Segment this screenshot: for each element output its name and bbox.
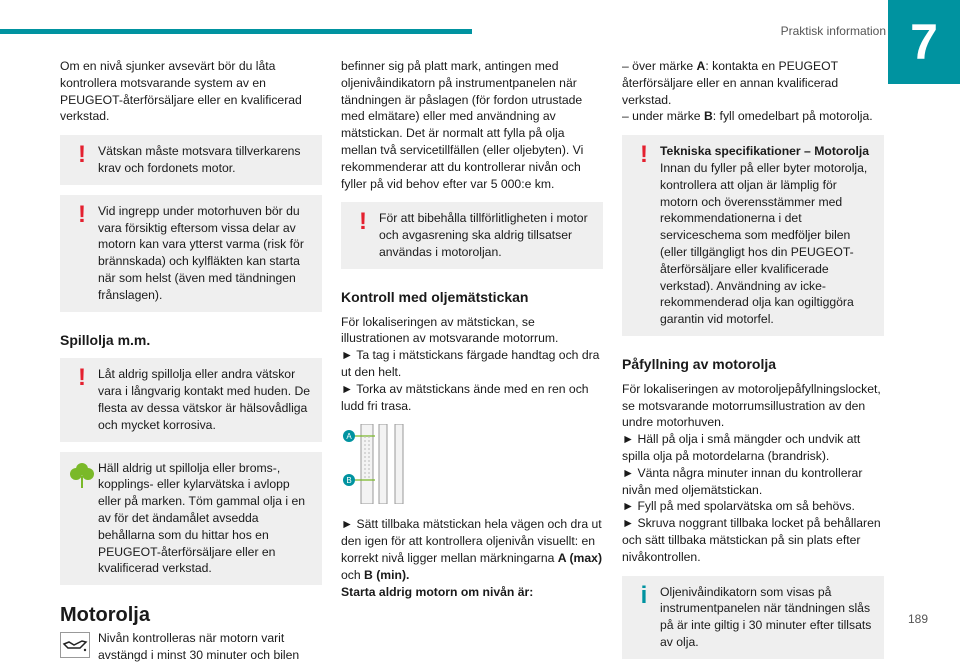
section-title: Praktisk information [780,24,886,38]
warning-title: Tekniska specifikationer – Motorolja [660,144,870,159]
warning-text: Vätskan måste motsvara tillverkarens krav och fordonets motor. [98,144,301,175]
info-icon: i [640,581,648,609]
step: ► Ta tag i mätstickans färgade handtag och dra ut den helt. [341,348,600,379]
heading-spillolja: Spillolja m.m. [60,331,151,348]
warning-box [60,195,322,312]
warning-box [341,202,603,268]
environment-leaf-icon [70,460,94,490]
warning-box [60,135,322,185]
dipstick-label-a: A [346,432,352,442]
column-3 [622,58,884,669]
warning-exclamation-icon: ! [359,208,367,236]
warning-box [60,358,322,441]
warning-box [622,135,884,336]
chapter-number: 7 [888,0,960,84]
warning-text: Låt aldrig spillolja eller andra vätskor vara i långvarig kontakt med huden. De flesta av dessa vätskor är hälsovådliga och mycket korrosiva. [98,367,311,432]
step: ► Häll på olja i små mängder och undvik att spilla olja på motordelarna (brandrisk). [622,432,861,463]
oil-can-icon [60,632,90,658]
dipstick-illustration [341,424,603,504]
continuation-paragraph: befinner sig på platt mark, antingen med oljenivåindikatorn på instrumentpanelen när tändningen är påslagen (för fordon utrustade med elmätare) eller med användning av mätstickan. Det är normalt att fylla på olja mellan två servicetillfällen (eller oljebyten). Vi rekommenderar att du kontrollerar nivån och fyller på vid behov efter var 5 000:e km. [341,59,584,191]
bold-warning: Starta aldrig motorn om nivån är: [341,584,534,599]
heading-motorolja: Motorolja [60,604,150,627]
info-box [622,576,884,659]
info-text: Oljenivåindikatorn som visas på instrumentpanelen när tändningen slås på är inte giltig i 30 minuter efter tillsats av olja. [660,584,872,649]
warning-exclamation-icon: ! [78,141,86,169]
environment-box [60,452,322,586]
column-1 [60,58,322,664]
list-item: – över märke A: kontakta en PEUGEOT återförsäljare eller en annan kvalificerad verkstad. [622,59,839,107]
warning-text: För att bibehålla tillförlitligheten i motor och avgasrening ska aldrig tillsatser användas i motoroljan. [379,211,588,259]
warning-exclamation-icon: ! [640,141,648,169]
step: ► Skruva noggrant tillbaka locket på behållaren och sätt tillbaka mätstickan på sin plats efter nivåkontrollen. [622,516,881,564]
environment-text: Häll aldrig ut spillolja eller broms-, kopplings- eller kylarvätska i avlopp eller på marken. Töm gammal olja i en av för det ändamålet avsedda behållarna som du hittar hos en PEUGEOT-återförsäljare eller en kvalificerad verkstad. [98,460,306,576]
heading-kontroll: Kontroll med oljemätstickan [341,288,529,305]
intro-paragraph: Om en nivå sjunker avsevärt bör du låta kontrollera motsvarande system av en PEUGEOT-återförsäljare eller en kvalificerad verkstad. [60,59,302,124]
step: ► Fyll på med spolarvätska om så behövs. [622,499,855,514]
page-number: 189 [907,612,928,626]
warning-exclamation-icon: ! [78,200,86,228]
step: ► Vänta några minuter innan du kontrollerar nivån med oljemätstickan. [622,465,863,497]
warning-exclamation-icon: ! [78,364,86,392]
warning-text: Vid ingrepp under motorhuven bör du vara försiktig eftersom vissa delar av motorn kan vara ytterst varma (risk för brännskada) och kylfläkten kan starta när som helst (även med tändningen frånslagen). [98,203,304,302]
dipstick-label-b: B [346,476,352,486]
motor-text: Nivån kontrolleras när motorn varit avstängd i minst 30 minuter och bilen [98,630,300,662]
paragraph: För lokaliseringen av motoroljepåfyllningslocket, se motsvarande motorrumsillustration av den undre motorhuven. [622,381,881,430]
heading-pafyllning: Påfyllning av motorolja [622,355,777,372]
step: ► Torka av mätstickans ände med en ren och ludd fri trasa. [341,381,589,413]
list-item: – under märke B: fyll omedelbart på motorolja. [622,109,873,124]
motor-paragraph [60,630,322,664]
warning-text: Innan du fyller på eller byter motorolja, kontrollera att oljan är lämplig för motorn och överensstämmer med rekommendationerna i det serviceschema som medföljer bilen (eller tillgängligt hos din PEUGEOT-återförsäljare eller kvalificerade verkstad). Användning av icke-rekommenderad olja kan ogiltiggöra garantin vid motorfel. [660,160,868,327]
paragraph: För lokaliseringen av mätstickan, se illustrationen av motsvarande motorrum. [341,314,559,346]
step: ► Sätt tillbaka mätstickan hela vägen och dra ut den igen för att kontrollera oljenivån visuellt: en korrekt nivå ligger mellan märkningarna A (max) och B (min). [341,517,603,582]
column-2 [341,58,603,600]
header-accent-bar [0,29,472,34]
